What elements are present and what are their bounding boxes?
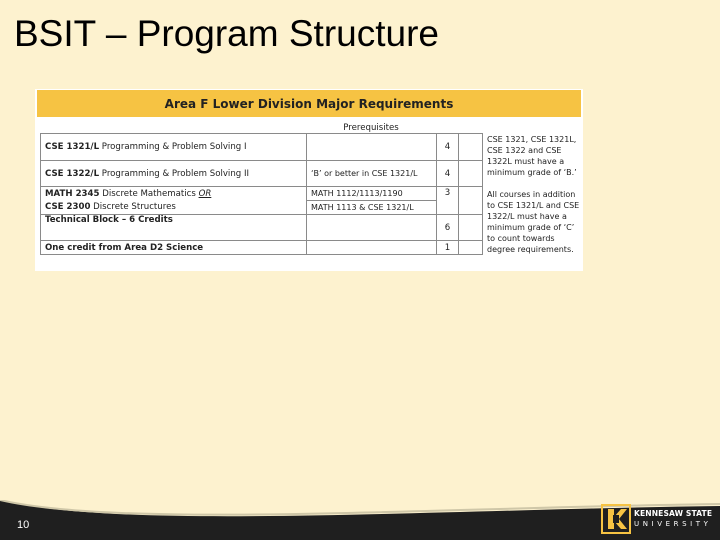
prereq-cell: ‘B’ or better in CSE 1321/L (307, 161, 437, 187)
credit-cell: 1 (437, 241, 459, 255)
logo-line-2: UNIVERSITY (634, 520, 712, 528)
prereq-cell: MATH 1113 & CSE 1321/L (307, 201, 437, 215)
grade-note-c: All courses in addition to CSE 1321/L and CSE 1322/L must have a minimum grade of ‘C’ to count towards degree requirements. (487, 190, 580, 254)
prereq-cell (307, 134, 437, 161)
grade-note-b: CSE 1321, CSE 1321L, CSE 1322 and CSE 1322L must have a minimum grade of ‘B.’ (487, 135, 577, 177)
ksu-logo (601, 504, 717, 534)
page-number: 10 (17, 519, 30, 531)
blank-cell (459, 161, 483, 187)
credit-cell: 4 (437, 161, 459, 187)
prereq-cell: MATH 1112/1113/1190 (307, 187, 437, 201)
table-row (41, 241, 483, 255)
blank-cell (459, 241, 483, 255)
credit-cell: 6 (437, 215, 459, 241)
requirements-table (40, 133, 483, 255)
blank-cell (459, 187, 483, 215)
slide-title: BSIT – Program Structure (14, 13, 439, 54)
prereq-cell (307, 241, 437, 255)
table-banner: Area F Lower Division Major Requirements (37, 90, 581, 117)
course-cell: One credit from Area D2 Science (41, 241, 307, 255)
course-cell: MATH 2345 Discrete Mathematics OR (41, 187, 307, 201)
requirements-table-image (35, 89, 583, 271)
table-row (41, 134, 483, 161)
course-cell: Technical Block – 6 Credits (41, 215, 307, 241)
table-row (41, 201, 483, 215)
credit-cell: 3 (437, 187, 459, 215)
blank-cell (459, 134, 483, 161)
table-row (41, 187, 483, 201)
table-row (41, 215, 483, 241)
blank-cell (459, 215, 483, 241)
logo-wordmark (634, 508, 712, 530)
prereq-cell (307, 215, 437, 241)
course-cell: CSE 1322/L Programming & Problem Solving II (41, 161, 307, 187)
course-cell: CSE 2300 Discrete Structures (41, 201, 307, 215)
prerequisites-header: Prerequisites (343, 123, 399, 133)
ksu-k-emblem-icon (601, 504, 631, 534)
logo-line-1: KENNESAW STATE (634, 509, 713, 518)
credit-cell: 4 (437, 134, 459, 161)
table-row (41, 161, 483, 187)
course-cell: CSE 1321/L Programming & Problem Solving I (41, 134, 307, 161)
